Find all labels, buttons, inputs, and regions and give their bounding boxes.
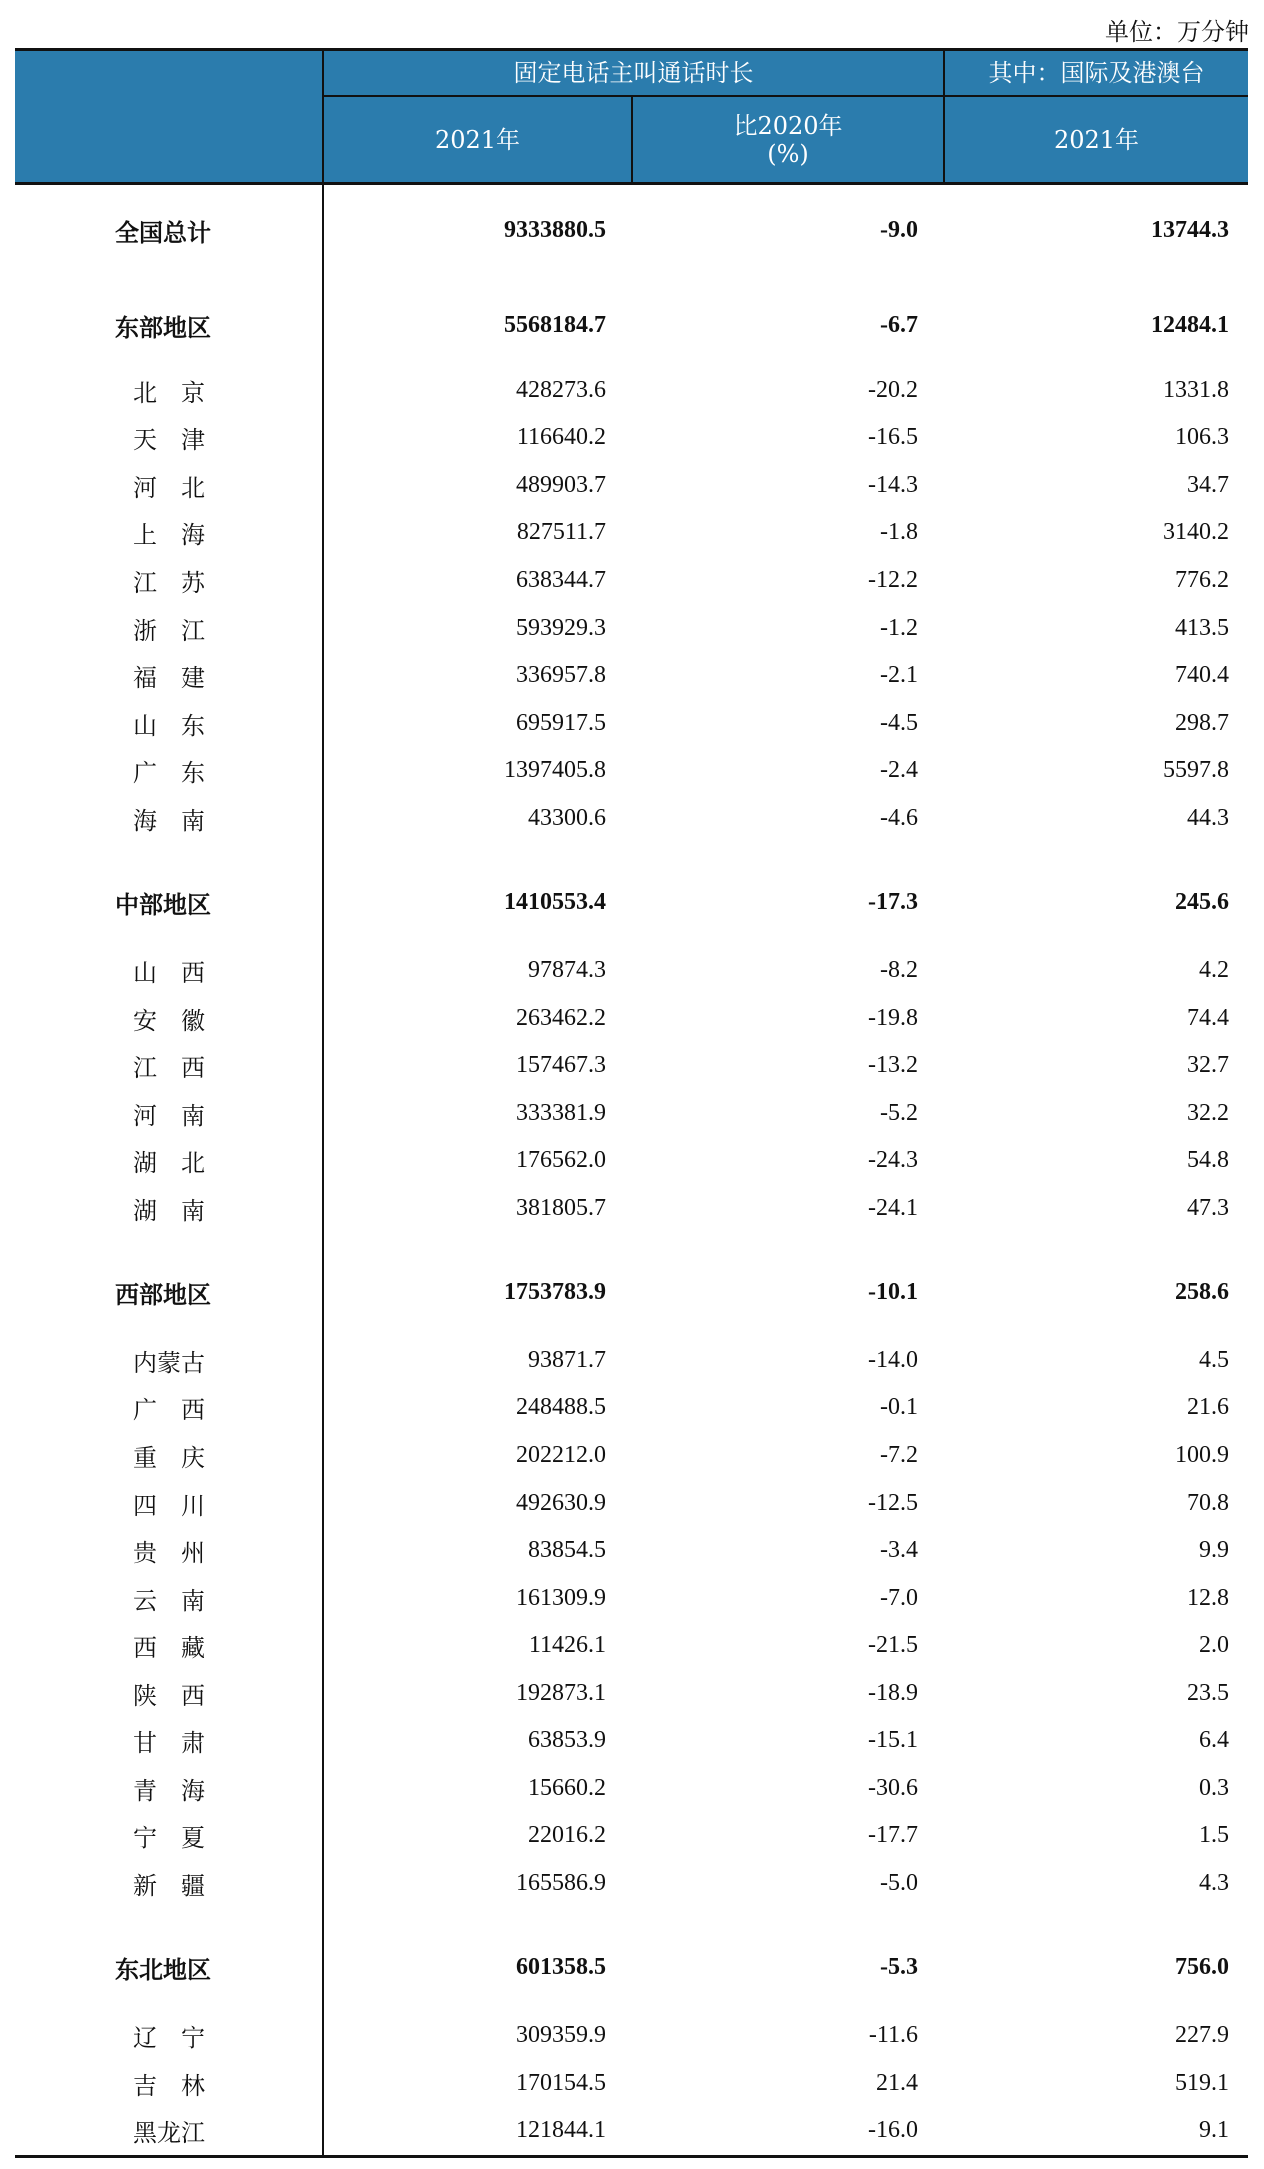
value-yoy: -4.6 [880, 804, 918, 831]
value-intl-2021: 3140.2 [1163, 518, 1229, 545]
header-col-yoy-line1: 比2020年 [733, 111, 843, 140]
value-yoy: -8.2 [880, 956, 918, 983]
value-intl-2021: 44.3 [1187, 804, 1229, 831]
value-yoy: 21.4 [876, 2069, 918, 2096]
value-intl-2021: 245.6 [1175, 888, 1229, 915]
value-2021: 157467.3 [516, 1051, 606, 1078]
value-2021: 638344.7 [516, 566, 606, 593]
value-intl-2021: 23.5 [1187, 1679, 1229, 1706]
value-2021: 601358.5 [516, 1953, 606, 1980]
value-intl-2021: 32.7 [1187, 1051, 1229, 1078]
table-row [15, 1188, 1248, 1228]
row-name: 宁 夏 [133, 1823, 205, 1852]
value-yoy: -5.0 [880, 1869, 918, 1896]
header-col-yoy [633, 97, 943, 182]
table-row [15, 512, 1248, 552]
table-row [15, 1045, 1248, 1085]
row-name: 河 北 [133, 473, 205, 502]
row-name: 天 津 [133, 425, 205, 454]
value-intl-2021: 12.8 [1187, 1584, 1229, 1611]
value-intl-2021: 413.5 [1175, 614, 1229, 641]
row-name: 西部地区 [115, 1279, 211, 1309]
row-name: 安 徽 [133, 1006, 205, 1035]
value-2021: 63853.9 [528, 1726, 606, 1753]
table-row [15, 1340, 1248, 1380]
value-intl-2021: 9.1 [1199, 2116, 1229, 2143]
value-yoy: -2.1 [880, 661, 918, 688]
unit-label: 单位：万分钟 [1105, 18, 1249, 46]
table-row [15, 1387, 1248, 1427]
value-intl-2021: 13744.3 [1151, 216, 1229, 243]
row-name: 河 南 [133, 1101, 205, 1130]
value-yoy: -1.8 [880, 518, 918, 545]
table-row [15, 2110, 1248, 2150]
row-name: 贵 州 [133, 1538, 205, 1567]
value-2021: 83854.5 [528, 1536, 606, 1563]
row-name: 东北地区 [115, 1954, 211, 1984]
row-name: 云 南 [133, 1586, 205, 1615]
value-2021: 22016.2 [528, 1821, 606, 1848]
value-yoy: -16.0 [868, 2116, 918, 2143]
row-name: 江 西 [133, 1053, 205, 1082]
value-2021: 428273.6 [516, 376, 606, 403]
table-row [15, 465, 1248, 505]
value-yoy: -18.9 [868, 1679, 918, 1706]
value-intl-2021: 0.3 [1199, 1774, 1229, 1801]
table-row [15, 1093, 1248, 1133]
value-yoy: -12.5 [868, 1489, 918, 1516]
table-row [15, 370, 1248, 410]
value-yoy: -7.0 [880, 1584, 918, 1611]
value-2021: 121844.1 [516, 2116, 606, 2143]
table-row [15, 998, 1248, 1038]
row-name: 东部地区 [115, 312, 211, 342]
value-intl-2021: 2.0 [1199, 1631, 1229, 1658]
row-name: 上 海 [133, 520, 205, 549]
row-name: 吉 林 [133, 2071, 205, 2100]
table-row [15, 2015, 1248, 2055]
row-name: 北 京 [133, 378, 205, 407]
value-yoy: -16.5 [868, 423, 918, 450]
value-intl-2021: 21.6 [1187, 1393, 1229, 1420]
row-name: 江 苏 [133, 568, 205, 597]
region-row [15, 1272, 1248, 1312]
value-intl-2021: 776.2 [1175, 566, 1229, 593]
row-name: 重 庆 [133, 1443, 205, 1472]
value-yoy: -3.4 [880, 1536, 918, 1563]
value-intl-2021: 12484.1 [1151, 311, 1229, 338]
value-2021: 381805.7 [516, 1194, 606, 1221]
value-yoy: -10.1 [868, 1278, 918, 1305]
value-2021: 93871.7 [528, 1346, 606, 1373]
row-name: 陕 西 [133, 1681, 205, 1710]
value-intl-2021: 32.2 [1187, 1099, 1229, 1126]
value-intl-2021: 740.4 [1175, 661, 1229, 688]
table-row [15, 798, 1248, 838]
value-2021: 1397405.8 [504, 756, 606, 783]
value-2021: 170154.5 [516, 2069, 606, 2096]
table-row [15, 417, 1248, 457]
region-row [15, 882, 1248, 922]
value-2021: 202212.0 [516, 1441, 606, 1468]
value-intl-2021: 74.4 [1187, 1004, 1229, 1031]
table-row [15, 560, 1248, 600]
table-row [15, 750, 1248, 790]
header-col-yoy-line2: (%) [767, 139, 809, 168]
value-yoy: -20.2 [868, 376, 918, 403]
value-intl-2021: 9.9 [1199, 1536, 1229, 1563]
value-2021: 15660.2 [528, 1774, 606, 1801]
value-yoy: -0.1 [880, 1393, 918, 1420]
total-row [15, 210, 1248, 250]
value-2021: 165586.9 [516, 1869, 606, 1896]
table-row [15, 1435, 1248, 1475]
region-row [15, 305, 1248, 345]
value-intl-2021: 4.2 [1199, 956, 1229, 983]
value-intl-2021: 298.7 [1175, 709, 1229, 736]
row-name: 黑龙江 [133, 2118, 205, 2147]
value-yoy: -15.1 [868, 1726, 918, 1753]
table-row [15, 655, 1248, 695]
table-bottom-rule [15, 2155, 1248, 2158]
value-yoy: -14.3 [868, 471, 918, 498]
value-yoy: -11.6 [868, 2021, 918, 2048]
value-2021: 336957.8 [516, 661, 606, 688]
row-name: 广 西 [133, 1395, 205, 1424]
value-yoy: -1.2 [880, 614, 918, 641]
table-row [15, 1483, 1248, 1523]
value-intl-2021: 519.1 [1175, 2069, 1229, 2096]
row-name: 四 川 [133, 1491, 205, 1520]
row-name: 甘 肃 [133, 1728, 205, 1757]
table-row [15, 1673, 1248, 1713]
value-2021: 593929.3 [516, 614, 606, 641]
value-2021: 1753783.9 [504, 1278, 606, 1305]
row-name: 山 西 [133, 958, 205, 987]
value-intl-2021: 756.0 [1175, 1953, 1229, 1980]
row-name: 新 疆 [133, 1871, 205, 1900]
header-col-2021: 2021年 [434, 125, 521, 154]
value-2021: 176562.0 [516, 1146, 606, 1173]
value-2021: 827511.7 [516, 518, 606, 545]
value-yoy: -4.5 [880, 709, 918, 736]
table-row [15, 1815, 1248, 1855]
value-yoy: -30.6 [868, 1774, 918, 1801]
table-row [15, 703, 1248, 743]
value-2021: 5568184.7 [504, 311, 606, 338]
value-intl-2021: 54.8 [1187, 1146, 1229, 1173]
value-yoy: -17.7 [868, 1821, 918, 1848]
value-2021: 116640.2 [516, 423, 606, 450]
row-name: 广 东 [133, 758, 205, 787]
row-name: 辽 宁 [133, 2023, 205, 2052]
table-row [15, 1863, 1248, 1903]
value-2021: 489903.7 [516, 471, 606, 498]
row-name: 全国总计 [115, 217, 211, 247]
value-intl-2021: 100.9 [1175, 1441, 1229, 1468]
value-yoy: -21.5 [868, 1631, 918, 1658]
row-name: 西 藏 [133, 1633, 205, 1662]
row-name: 湖 北 [133, 1148, 205, 1177]
table-row [15, 608, 1248, 648]
value-2021: 309359.9 [516, 2021, 606, 2048]
region-row [15, 1947, 1248, 1987]
value-2021: 1410553.4 [504, 888, 606, 915]
value-yoy: -5.3 [880, 1953, 918, 1980]
value-2021: 192873.1 [516, 1679, 606, 1706]
row-name: 海 南 [133, 806, 205, 835]
table-row [15, 950, 1248, 990]
value-yoy: -2.4 [880, 756, 918, 783]
value-2021: 248488.5 [516, 1393, 606, 1420]
value-intl-2021: 258.6 [1175, 1278, 1229, 1305]
value-2021: 9333880.5 [504, 216, 606, 243]
row-name: 青 海 [133, 1776, 205, 1805]
row-name: 湖 南 [133, 1196, 205, 1225]
value-2021: 97874.3 [528, 956, 606, 983]
table-row [15, 1140, 1248, 1180]
row-name: 浙 江 [133, 616, 205, 645]
table-row [15, 1768, 1248, 1808]
value-intl-2021: 6.4 [1199, 1726, 1229, 1753]
value-yoy: -14.0 [868, 1346, 918, 1373]
value-intl-2021: 227.9 [1175, 2021, 1229, 2048]
value-intl-2021: 4.5 [1199, 1346, 1229, 1373]
table-row [15, 1578, 1248, 1618]
row-name: 山 东 [133, 711, 205, 740]
row-name: 内蒙古 [133, 1348, 205, 1377]
value-2021: 492630.9 [516, 1489, 606, 1516]
value-yoy: -6.7 [880, 311, 918, 338]
table-body [15, 185, 1248, 2155]
table-header [15, 48, 1248, 185]
value-yoy: -12.2 [868, 566, 918, 593]
value-2021: 43300.6 [528, 804, 606, 831]
value-yoy: -19.8 [868, 1004, 918, 1031]
value-2021: 263462.2 [516, 1004, 606, 1031]
table-row [15, 2063, 1248, 2103]
value-2021: 11426.1 [528, 1631, 606, 1658]
header-group-international: 其中：国际及港澳台 [988, 59, 1205, 87]
value-yoy: -17.3 [868, 888, 918, 915]
row-name: 福 建 [133, 663, 205, 692]
value-2021: 161309.9 [516, 1584, 606, 1611]
value-yoy: -13.2 [868, 1051, 918, 1078]
header-group-call-duration: 固定电话主叫通话时长 [513, 59, 754, 87]
row-name: 中部地区 [115, 889, 211, 919]
table-row [15, 1720, 1248, 1760]
value-yoy: -5.2 [880, 1099, 918, 1126]
value-intl-2021: 70.8 [1187, 1489, 1229, 1516]
table-row [15, 1530, 1248, 1570]
value-yoy: -24.3 [868, 1146, 918, 1173]
value-intl-2021: 1331.8 [1163, 376, 1229, 403]
value-2021: 333381.9 [516, 1099, 606, 1126]
table-row [15, 1625, 1248, 1665]
value-intl-2021: 1.5 [1199, 1821, 1229, 1848]
value-yoy: -24.1 [868, 1194, 918, 1221]
value-yoy: -7.2 [880, 1441, 918, 1468]
header-col-intl-2021: 2021年 [1053, 125, 1140, 154]
value-intl-2021: 47.3 [1187, 1194, 1229, 1221]
value-intl-2021: 106.3 [1175, 423, 1229, 450]
value-intl-2021: 4.3 [1199, 1869, 1229, 1896]
value-intl-2021: 34.7 [1187, 471, 1229, 498]
value-intl-2021: 5597.8 [1163, 756, 1229, 783]
value-2021: 695917.5 [516, 709, 606, 736]
value-yoy: -9.0 [880, 216, 918, 243]
